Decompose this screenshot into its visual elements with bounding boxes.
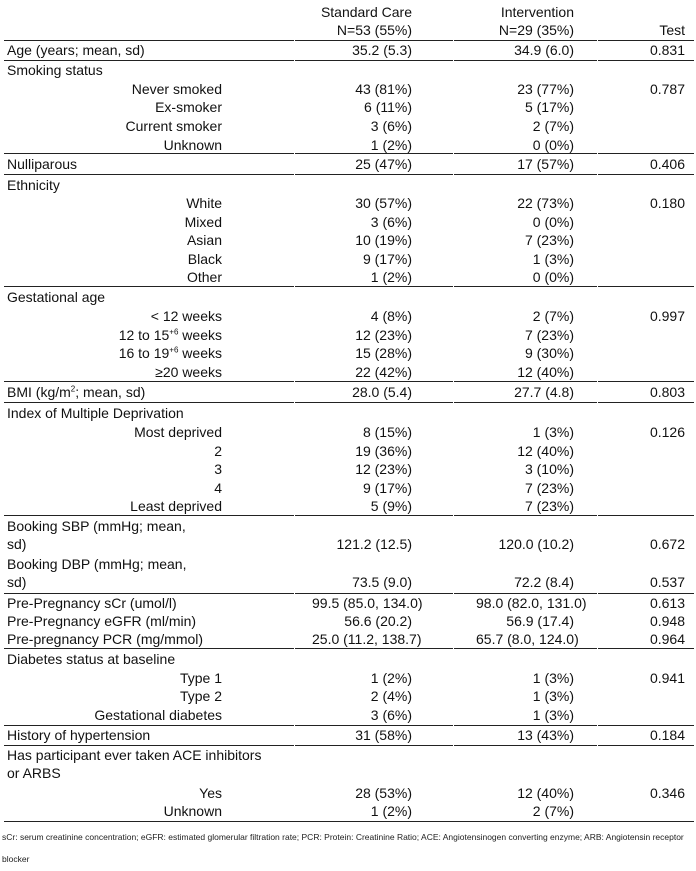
table-row [0, 594, 696, 612]
intervention-value: 13 (43%) [517, 727, 574, 743]
test-p-value: 0.406 [649, 156, 685, 172]
col-divider-1 [294, 40, 295, 821]
intervention-value: 2 (7%) [532, 803, 574, 819]
header-standard-care-title: Standard Care [320, 4, 412, 20]
row-label [7, 630, 312, 648]
header-test: Test [659, 22, 685, 38]
table-row [0, 176, 696, 194]
row-label-text: 4 [214, 480, 222, 496]
table-row [0, 687, 696, 705]
test-p-value: 0.997 [649, 308, 685, 324]
table-row [0, 41, 696, 59]
divider-line [4, 286, 694, 287]
row-label-continued: or ARBS [7, 765, 61, 781]
row-label-text: Nulliparous [7, 156, 78, 172]
header-intervention-title: Intervention [500, 4, 574, 20]
row-label-text: ≥20 weeks [155, 364, 222, 380]
intervention-value: 0 (0%) [532, 214, 574, 230]
standard-care-value: 43 (81%) [355, 81, 412, 97]
table-row [0, 404, 696, 422]
row-label-text: History of hypertension [7, 727, 151, 743]
row-label-text: Yes [199, 785, 222, 801]
row-sublabel [7, 460, 222, 478]
row-label-text: Pre-Pregnancy sCr (umol/l) [7, 595, 177, 611]
standard-care-value: 9 (17%) [362, 251, 412, 267]
intervention-value: 2 (7%) [532, 118, 574, 134]
intervention-value: 0 (0%) [532, 137, 574, 153]
row-sublabel [7, 442, 222, 460]
standard-care-value: 1 (2%) [370, 137, 412, 153]
table-row [0, 479, 696, 497]
row-sublabel [7, 250, 222, 268]
standard-care-value: 2 (4%) [370, 688, 412, 704]
test-p-value: 0.126 [649, 424, 685, 440]
intervention-value: 9 (30%) [524, 345, 574, 361]
table-row [0, 650, 696, 668]
row-sublabel [7, 213, 222, 231]
row-label-text: 16 to 19 [118, 345, 170, 361]
intervention-value: 12 (40%) [517, 443, 574, 459]
test-p-value: 0.672 [649, 536, 685, 552]
row-label-tail: weeks [178, 327, 222, 343]
superscript: +6 [169, 345, 179, 355]
test-p-value: 0.613 [649, 595, 685, 611]
table-row [0, 517, 696, 553]
intervention-value: 7 (23%) [524, 498, 574, 514]
divider-line [4, 40, 694, 41]
intervention-value: 1 (3%) [532, 670, 574, 686]
row-label-text: Ethnicity [7, 177, 60, 193]
row-label-text: Pre-pregnancy PCR (mg/mmol) [7, 631, 204, 647]
table-row [0, 784, 696, 802]
row-sublabel [7, 802, 222, 820]
intervention-value: 7 (23%) [524, 232, 574, 248]
table-row [0, 288, 696, 306]
divider-line [4, 515, 694, 516]
row-label-text: Smoking status [7, 62, 103, 78]
row-label-text: BMI (kg/m [7, 384, 71, 400]
intervention-value: 98.0 (82.0, 131.0) [476, 595, 587, 611]
row-label-text: Asian [186, 232, 222, 248]
row-sublabel [7, 479, 222, 497]
table-row [0, 630, 696, 648]
table-row [0, 136, 696, 154]
row-label [7, 726, 312, 744]
table-row [0, 326, 696, 344]
row-sublabel [7, 307, 222, 325]
header-intervention [460, 3, 574, 39]
standard-care-value: 3 (6%) [370, 214, 412, 230]
row-label-text: 12 to 15 [118, 327, 170, 343]
table-row [0, 155, 696, 173]
row-label-text: Ex-smoker [155, 99, 222, 115]
row-sublabel [7, 98, 222, 116]
row-sublabel [7, 687, 222, 705]
test-p-value: 0.184 [649, 727, 685, 743]
divider-line [4, 381, 694, 382]
test-p-value: 0.180 [649, 195, 685, 211]
row-sublabel [7, 136, 222, 154]
footnote [2, 826, 694, 870]
row-label-text: Mixed [184, 214, 222, 230]
row-label-text: Current smoker [125, 118, 222, 134]
intervention-value: 12 (40%) [517, 364, 574, 380]
divider-line [4, 593, 694, 594]
row-label [7, 404, 312, 422]
intervention-value: 27.7 (4.8) [514, 384, 574, 400]
table-row [0, 231, 696, 249]
row-sublabel [7, 784, 222, 802]
row-label [7, 176, 312, 194]
standard-care-value: 1 (2%) [370, 670, 412, 686]
table-row [0, 726, 696, 744]
table-row [0, 117, 696, 135]
standard-care-value: 9 (17%) [362, 480, 412, 496]
standard-care-value: 1 (2%) [370, 269, 412, 285]
intervention-value: 56.9 (17.4) [506, 613, 574, 629]
test-p-value: 0.787 [649, 81, 685, 97]
test-p-value: 0.941 [649, 670, 685, 686]
row-sublabel [7, 423, 222, 441]
intervention-value: 72.2 (8.4) [514, 574, 574, 590]
intervention-value: 22 (73%) [517, 195, 574, 211]
header-standard-care-n: N=53 (55%) [336, 22, 412, 38]
row-label-text: 3 [214, 461, 222, 477]
col-divider-3 [597, 40, 598, 821]
row-sublabel [7, 363, 222, 381]
standard-care-value: 28.0 (5.4) [352, 384, 412, 400]
table-row [0, 555, 696, 591]
row-label [7, 612, 312, 630]
standard-care-value: 35.2 (5.3) [352, 42, 412, 58]
test-p-value: 0.803 [649, 384, 685, 400]
intervention-value: 0 (0%) [532, 269, 574, 285]
row-sublabel [7, 326, 222, 344]
table-row [0, 98, 696, 116]
standard-care-value: 5 (9%) [370, 498, 412, 514]
row-label-text: Unknown [163, 803, 222, 819]
row-sublabel [7, 231, 222, 249]
standard-care-value: 99.5 (85.0, 134.0) [312, 595, 423, 611]
standard-care-value: 19 (36%) [355, 443, 412, 459]
standard-care-value: 30 (57%) [355, 195, 412, 211]
divider-line [4, 821, 694, 822]
row-label-text: Most deprived [134, 424, 222, 440]
row-label-text: White [186, 195, 222, 211]
row-label-text: Index of Multiple Deprivation [7, 405, 184, 421]
table-row [0, 250, 696, 268]
standard-care-value: 4 (8%) [370, 308, 412, 324]
intervention-value: 23 (77%) [517, 81, 574, 97]
row-sublabel [7, 344, 222, 362]
row-label-text: Black [187, 251, 222, 267]
standard-care-value: 121.2 (12.5) [336, 536, 412, 552]
intervention-value: 12 (40%) [517, 785, 574, 801]
standard-care-value: 22 (42%) [355, 364, 412, 380]
test-p-value: 0.346 [649, 785, 685, 801]
standard-care-value: 3 (6%) [370, 118, 412, 134]
row-label [7, 594, 312, 612]
row-label-text: < 12 weeks [150, 308, 222, 324]
table-row [0, 80, 696, 98]
table-row [0, 383, 696, 401]
row-label-text: Has participant ever taken ACE inhibitors [7, 747, 262, 763]
row-label [7, 746, 312, 782]
test-p-value: 0.964 [649, 631, 685, 647]
standard-care-value: 6 (11%) [364, 99, 412, 115]
test-p-value: 0.948 [649, 613, 685, 629]
standard-care-value: 1 (2%) [370, 803, 412, 819]
table-row [0, 61, 696, 79]
intervention-value: 2 (7%) [532, 308, 574, 324]
standard-care-value: 3 (6%) [370, 707, 412, 723]
intervention-value: 1 (3%) [532, 707, 574, 723]
divider-line [4, 725, 694, 726]
row-label [7, 383, 312, 401]
row-label-text: Type 1 [179, 670, 222, 686]
standard-care-value: 8 (15%) [362, 424, 412, 440]
table-row [0, 706, 696, 724]
intervention-value: 7 (23%) [524, 480, 574, 496]
row-sublabel [7, 669, 222, 687]
test-p-value: 0.831 [649, 42, 685, 58]
row-label-tail: weeks [178, 345, 222, 361]
row-label-text: Unknown [163, 137, 222, 153]
intervention-value: 34.9 (6.0) [514, 42, 574, 58]
row-label-text: Booking DBP (mmHg; mean, [7, 556, 187, 572]
standard-care-value: 12 (23%) [355, 461, 412, 477]
row-label [7, 517, 312, 553]
divider-line [4, 60, 694, 61]
row-sublabel [7, 706, 222, 724]
divider-line [4, 174, 694, 175]
table-row [0, 363, 696, 381]
row-label [7, 555, 312, 591]
header-intervention-n: N=29 (35%) [498, 22, 574, 38]
row-label-continued: sd) [7, 574, 27, 590]
footnote-line-2: blocker [2, 854, 30, 864]
row-sublabel [7, 194, 222, 212]
intervention-value: 5 (17%) [524, 99, 574, 115]
table-row [0, 268, 696, 286]
standard-care-value: 31 (58%) [355, 727, 412, 743]
row-sublabel [7, 80, 222, 98]
table-row [0, 307, 696, 325]
row-label-text: Age (years; mean, sd) [7, 42, 145, 58]
footnote-line-1: sCr: serum creatinine concentration; eGFR: estimated glomerular filtration rate; PCR: Protein: Creatinine Ratio; ACE: Angiotensinogen converting enzyme; ARB: Angiotensin receptor [2, 832, 684, 842]
standard-care-value: 56.6 (20.2) [344, 613, 412, 629]
intervention-value: 1 (3%) [532, 688, 574, 704]
superscript: +6 [169, 327, 179, 337]
divider-line [4, 648, 694, 649]
table-row [0, 442, 696, 460]
standard-care-value: 28 (53%) [355, 785, 412, 801]
row-sublabel [7, 268, 222, 286]
row-label-text: Gestational diabetes [94, 707, 222, 723]
col-divider-2 [453, 40, 454, 821]
standard-care-value: 25 (47%) [355, 156, 412, 172]
row-label-text: Other [186, 269, 222, 285]
superscript: 2 [70, 384, 76, 394]
row-label-continued: sd) [7, 536, 27, 552]
row-label-text: 2 [214, 443, 222, 459]
row-label-tail: ; mean, sd) [75, 384, 146, 400]
header-standard-care [300, 3, 412, 39]
standard-care-value: 10 (19%) [355, 232, 412, 248]
row-sublabel [7, 497, 222, 515]
table-row [0, 460, 696, 478]
row-label-text: Gestational age [7, 289, 106, 305]
row-label-text: Never smoked [131, 81, 222, 97]
intervention-value: 120.0 (10.2) [498, 536, 574, 552]
row-sublabel [7, 117, 222, 135]
test-p-value: 0.537 [649, 574, 685, 590]
table-row [0, 802, 696, 820]
table-row [0, 344, 696, 362]
table-row [0, 423, 696, 441]
table-row [0, 612, 696, 630]
row-label [7, 650, 312, 668]
intervention-value: 3 (10%) [524, 461, 574, 477]
table-row [0, 669, 696, 687]
divider-line [4, 153, 694, 154]
intervention-value: 1 (3%) [532, 424, 574, 440]
row-label-text: Least deprived [130, 498, 222, 514]
table-row [0, 213, 696, 231]
row-label [7, 288, 312, 306]
row-label-text: Pre-Pregnancy eGFR (ml/min) [7, 613, 197, 629]
divider-line [4, 745, 694, 746]
row-label-text: Diabetes status at baseline [7, 651, 176, 667]
row-label [7, 41, 312, 59]
intervention-value: 65.7 (8.0, 124.0) [476, 631, 579, 647]
table-row [0, 746, 696, 782]
row-label-text: Type 2 [179, 688, 222, 704]
table-row [0, 194, 696, 212]
table-row [0, 497, 696, 515]
standard-care-value: 73.5 (9.0) [352, 574, 412, 590]
row-label [7, 155, 312, 173]
intervention-value: 17 (57%) [517, 156, 574, 172]
standard-care-value: 15 (28%) [355, 345, 412, 361]
divider-line [4, 402, 694, 403]
standard-care-value: 12 (23%) [355, 327, 412, 343]
row-label [7, 61, 312, 79]
intervention-value: 7 (23%) [524, 327, 574, 343]
standard-care-value: 25.0 (11.2, 138.7) [312, 631, 422, 647]
row-label-text: Booking SBP (mmHg; mean, [7, 518, 186, 534]
intervention-value: 1 (3%) [532, 251, 574, 267]
